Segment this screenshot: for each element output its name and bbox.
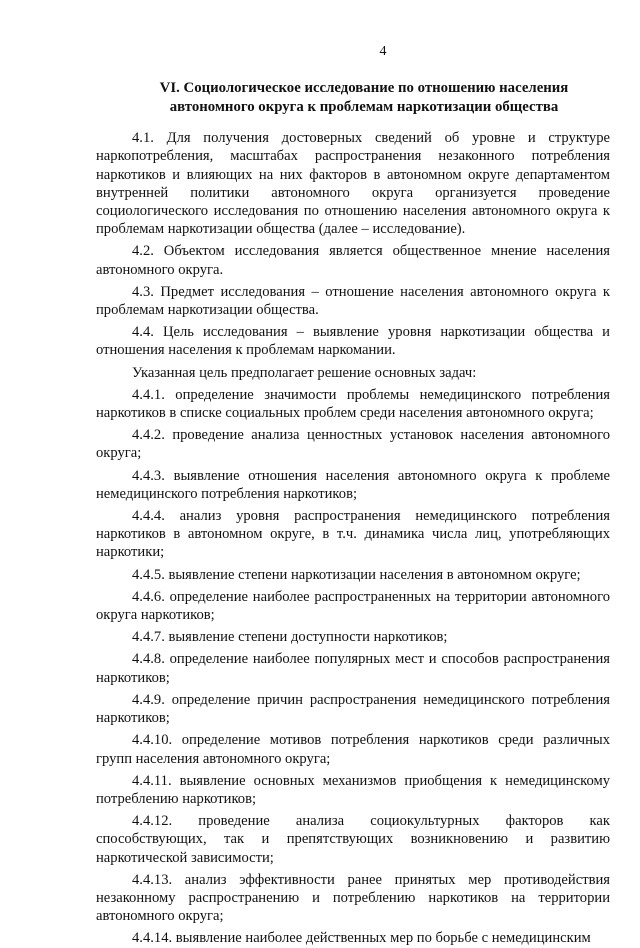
task-4-4-10: 4.4.10. определение мотивов потребления наркотиков среди различных групп населения автономного округа; — [96, 732, 610, 767]
section-body — [96, 129, 610, 947]
task-4-4-13: 4.4.13. анализ эффективности ранее принятых мер противодействия незаконному распространению и потреблению наркотиков на территории автономного округа; — [96, 871, 610, 925]
task-4-4-12: 4.4.12. проведение анализа социокультурных факторов как способствующих, так и препятствующих возникновению и развитию наркотической зависимости; — [96, 813, 610, 866]
section-heading: VI. Социологическое исследование по отношению населения автономного округа к проблемам наркотизации общества — [159, 80, 569, 115]
task-4-4-8: 4.4.8. определение наиболее популярных мест и способов распространения наркотиков; — [96, 651, 610, 686]
page-number: 4 — [379, 44, 387, 59]
paragraph-4-4: 4.4. Цель исследования – выявление уровня наркотизации общества и отношения населения к проблемам наркомании. — [96, 324, 610, 359]
task-4-4-14: 4.4.14. выявление наиболее действенных мер по борьбе с немедицинским — [132, 930, 591, 947]
paragraph-tasks-intro: Указанная цель предполагает решение основных задач: — [132, 364, 477, 381]
task-4-4-5: 4.4.5. выявление степени наркотизации населения в автономном округе; — [132, 566, 581, 583]
task-4-4-9: 4.4.9. определение причин распространения немедицинского потребления наркотиков; — [96, 691, 610, 727]
paragraph-4-2: 4.2. Объектом исследования является общественное мнение населения автономного округа. — [96, 243, 610, 278]
task-4-4-7: 4.4.7. выявление степени доступности наркотиков; — [132, 629, 448, 646]
task-4-4-2: 4.4.2. проведение анализа ценностных установок населения автономного округа; — [96, 427, 610, 462]
task-4-4-1: 4.4.1. определение значимости проблемы немедицинского потребления наркотиков в списке социальных проблем среди населения автономного округа; — [96, 386, 610, 422]
task-4-4-6: 4.4.6. определение наиболее распространенных на территории автономного округа наркотиков; — [96, 588, 610, 624]
paragraph-4-1: 4.1. Для получения достоверных сведений об уровне и структуре наркопотребления, масштабах распространения незаконного потребления наркотиков и влияющих на них факторов в автономном округе департаментом внутренней политики автономного округа организуется проведение социологического исследования по отношению населения автономного округа к проблемам наркотизации общества (далее – исследование). — [96, 130, 610, 238]
task-4-4-11: 4.4.11. выявление основных механизмов приобщения к немедицинскому потреблению наркотиков; — [96, 772, 610, 807]
task-4-4-3: 4.4.3. выявление отношения населения автономного округа к проблеме немедицинского потребления наркотиков; — [96, 467, 610, 502]
task-4-4-4: 4.4.4. анализ уровня распространения немедицинского потребления наркотиков в автономном округе, в т.ч. динамика числа лиц, употребляющих наркотики; — [96, 508, 610, 561]
paragraph-4-3: 4.3. Предмет исследования – отношение населения автономного округа к проблемам наркотизации общества. — [96, 283, 610, 319]
